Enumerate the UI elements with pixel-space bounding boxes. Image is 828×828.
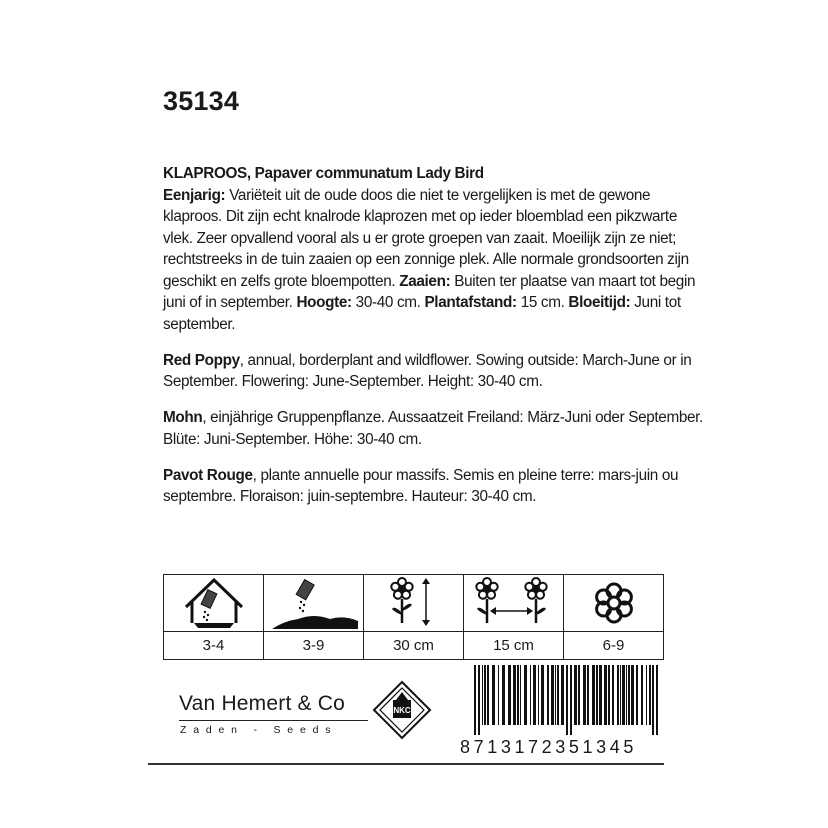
barcode-bar <box>557 665 559 725</box>
barcode-bar <box>628 665 630 725</box>
description-english <box>163 350 703 393</box>
plant-height-value: 30 cm <box>393 637 434 654</box>
barcode-bar <box>502 665 505 725</box>
name-german: Mohn <box>163 409 203 426</box>
barcode-bar <box>622 665 625 725</box>
bottom-rule <box>148 763 664 765</box>
barcode-bar <box>538 665 539 725</box>
barcode-bar <box>583 665 586 725</box>
text-dutch-3: 30-40 cm. <box>351 294 425 311</box>
name-french: Pavot Rouge <box>163 466 253 484</box>
outdoor-sowing-value: 3-9 <box>302 637 325 654</box>
brand-tagline: Zaden - Seeds <box>180 724 338 736</box>
plant-spacing-icon <box>464 575 563 632</box>
barcode-bar <box>636 665 638 725</box>
info-cell-spacing <box>464 575 564 659</box>
barcode-bar <box>604 665 607 725</box>
plant-height-icon <box>364 575 463 632</box>
nkc-seal-icon <box>372 680 432 745</box>
barcode-bar <box>612 665 614 725</box>
barcode-bar <box>498 665 499 725</box>
barcode-bar <box>620 665 621 725</box>
barcode-bar <box>487 665 489 725</box>
flowering-icon <box>564 575 663 632</box>
barcode-bar <box>652 665 654 735</box>
barcode-bar <box>574 665 577 725</box>
barcode-bar <box>484 665 486 725</box>
barcode-bar <box>649 665 651 725</box>
barcode-bar <box>555 665 556 725</box>
description-german <box>163 407 703 450</box>
barcode-bar <box>520 665 521 725</box>
barcode-bar <box>474 665 476 735</box>
barcode-bar <box>533 665 536 725</box>
barcode-bar <box>617 665 619 725</box>
brand-name: Van Hemert & Co <box>179 692 346 715</box>
description-dutch <box>163 163 703 335</box>
barcode-bar <box>566 665 568 735</box>
barcode-bar <box>641 665 643 725</box>
barcode-digits: 8713172351345 <box>460 737 637 757</box>
seal-text: NKC <box>393 706 411 715</box>
text-dutch-2: Buiten ter plaatse van maart tot begin juni of in september. <box>163 272 696 311</box>
plant-spacing-value: 15 cm <box>493 637 534 654</box>
barcode-bar <box>547 665 549 725</box>
barcode-bar <box>592 665 595 725</box>
barcode-bar <box>478 665 480 735</box>
label-eenjarig: Eenjarig: <box>163 186 226 204</box>
product-code: 35134 <box>163 86 240 116</box>
text-dutch-4: 15 cm. <box>516 294 569 311</box>
barcode-bar <box>570 665 572 735</box>
info-cell-greenhouse <box>164 575 264 659</box>
barcode-bar <box>517 665 519 725</box>
barcode-bar <box>608 665 610 725</box>
label-plantafstand: Plantafstand: <box>424 294 517 311</box>
barcode-bar <box>482 665 483 725</box>
description-block <box>163 163 703 522</box>
info-cell-flowering <box>564 575 663 659</box>
text-english: , annual, borderplant and wildflower. Sowing outside: March-June or in September. Flowering: June-September. Height: 30-40 cm. <box>163 351 692 390</box>
description-french <box>163 465 703 508</box>
info-cell-outdoor <box>264 575 364 659</box>
barcode-bar <box>599 665 602 725</box>
barcode-bar <box>596 665 598 725</box>
barcode <box>474 665 660 735</box>
label-bloeitijd: Bloeitijd: <box>568 294 631 311</box>
label-zaaien: Zaaien: <box>399 272 451 290</box>
name-english: Red Poppy <box>163 351 240 369</box>
title: KLAPROOS, Papaver communatum Lady Bird <box>163 165 484 182</box>
label-hoogte: Hoogte: <box>296 294 352 311</box>
text-dutch-1: Variëteit uit de oude doos die niet te vergelijken is met de gewone klaproos. Dit zijn echt knalrode klaprozen met op ieder bloemblad een pikzwarte vlek. Zeer opvallend vooral als u er grote groepen van zaait. Moeilijk zijn ze niet; rechtstreeks in de tuin zaaien op een zonnige plek. Alle normale grondsoorten zijn geschikt en zelfs grote bloempotten. <box>163 186 689 290</box>
brand-divider <box>179 720 368 721</box>
barcode-bar <box>631 665 634 725</box>
barcode-bar <box>561 665 564 725</box>
barcode-bar <box>656 665 658 735</box>
barcode-bar <box>578 665 580 725</box>
greenhouse-sowing-value: 3-4 <box>202 637 225 654</box>
barcode-bar <box>524 665 527 725</box>
info-cell-height <box>364 575 464 659</box>
text-german: , einjährige Gruppenpflanze. Aussaatzeit Freiland: März-Juni oder September. Blüte: Juni-September. Höhe: 30-40 cm. <box>163 409 703 448</box>
text-french: , plante annuelle pour massifs. Semis en pleine terre: mars-juin ou septembre. Floraison: juin-septembre. Hauteur: 30-40 cm. <box>163 466 679 505</box>
barcode-bar <box>626 665 627 725</box>
barcode-bar <box>541 665 544 725</box>
greenhouse-sowing-icon <box>164 575 263 632</box>
barcode-bar <box>513 665 516 725</box>
barcode-bar <box>646 665 647 725</box>
barcode-bar <box>492 665 495 725</box>
outdoor-sowing-icon <box>264 575 363 632</box>
barcode-bar <box>530 665 531 725</box>
flowering-value: 6-9 <box>602 637 625 654</box>
barcode-bar <box>587 665 589 725</box>
barcode-bar <box>551 665 554 725</box>
text-dutch-5: Juni tot september. <box>163 294 681 333</box>
barcode-bar <box>508 665 511 725</box>
sowing-info-table <box>163 574 664 660</box>
